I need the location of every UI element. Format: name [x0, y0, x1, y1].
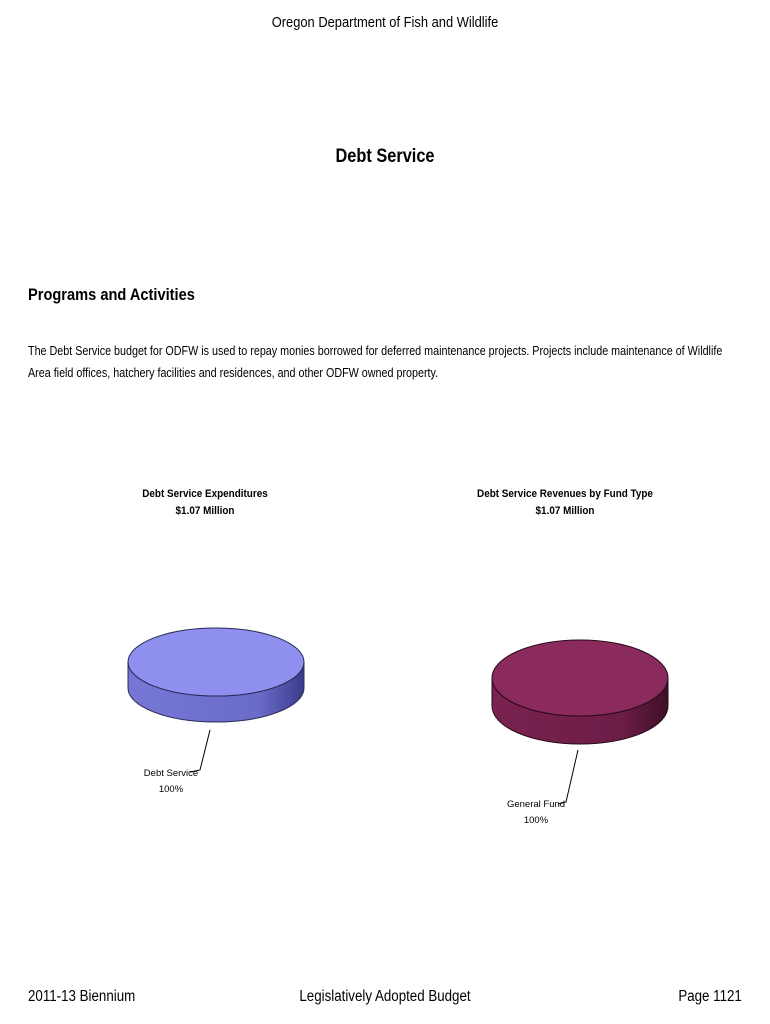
- revenues-chart: [445, 486, 685, 520]
- chart-subtitle: $1.07 Million: [175, 505, 235, 517]
- chart-title: [93, 486, 318, 520]
- expenditures-chart: [80, 486, 330, 520]
- revenues-pie: [486, 632, 676, 762]
- pie-label-value: 100%: [158, 784, 184, 795]
- footer-budget-type: Legislatively Adopted Budget: [299, 988, 471, 1005]
- chart-title-line: Debt Service Revenues by Fund Type: [477, 488, 653, 500]
- expenditures-pie: [120, 620, 310, 740]
- footer-page-number: Page 1121: [678, 988, 742, 1005]
- pie-label-category: Debt Service: [143, 768, 199, 779]
- pie-slice-top: [492, 640, 668, 716]
- chart-title: [457, 486, 673, 520]
- pie-label-category: General Fund: [506, 799, 566, 810]
- footer-biennium: 2011-13 Biennium: [28, 988, 136, 1005]
- page-title: Debt Service: [335, 146, 435, 167]
- chart-subtitle: $1.07 Million: [535, 505, 595, 517]
- pie-slice-top: [128, 628, 304, 696]
- pie-leader-line: [558, 750, 578, 804]
- agency-header: Oregon Department of Fish and Wildlife: [271, 14, 499, 31]
- section-heading: Programs and Activities: [28, 285, 195, 304]
- chart-title-line: Debt Service Expenditures: [142, 488, 268, 500]
- pie-label-value: 100%: [523, 815, 549, 826]
- pie-label: [500, 797, 572, 829]
- section-body-text: The Debt Service budget for ODFW is used to repay monies borrowed for deferred maintenance projects. Projects include maintenance of Wildlife Area field offices, hatchery facilities and residences, and other ODFW owned property.: [28, 344, 723, 380]
- pie-label: [136, 766, 206, 798]
